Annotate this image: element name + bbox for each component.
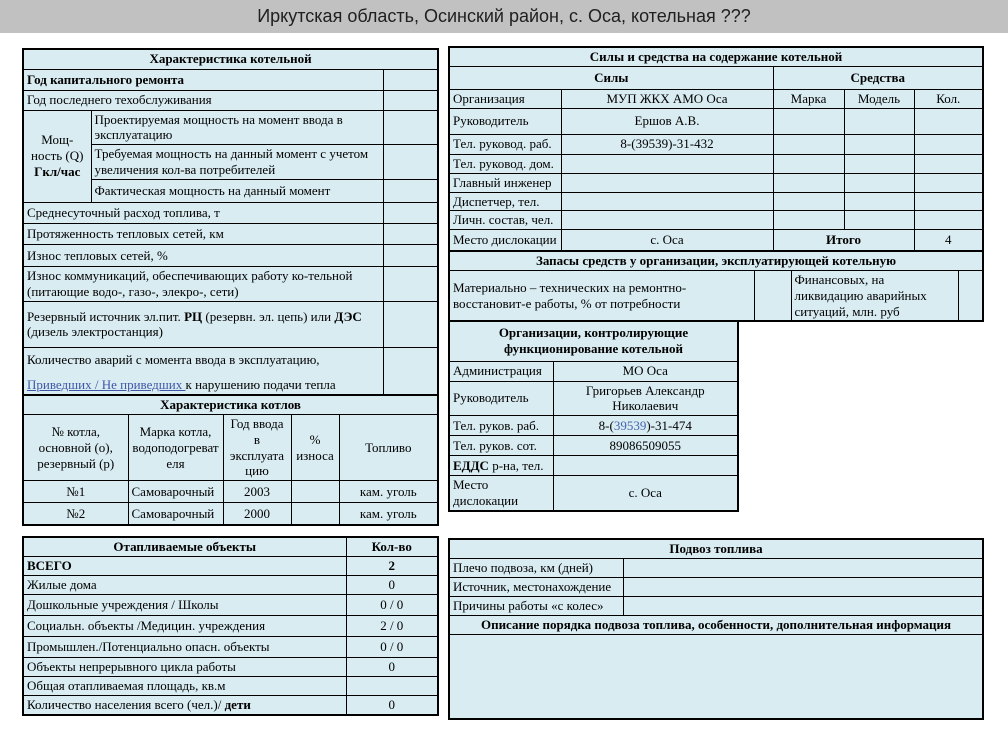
row-value: 8-(39539)-31-432 — [561, 134, 773, 154]
value-cell — [383, 145, 438, 180]
row-value: 2 — [346, 556, 438, 575]
means-cell — [773, 173, 844, 192]
row-label: Тел. руков. сот. — [449, 436, 553, 456]
table-row — [23, 202, 438, 223]
row-value — [346, 676, 438, 695]
row-label: Социальн. объекты /Медицин. учреждения — [23, 615, 346, 636]
row-label — [449, 456, 553, 476]
value-cell — [553, 456, 738, 476]
power-group-label — [23, 110, 91, 202]
accidents-line2 — [27, 377, 380, 393]
table-row — [23, 594, 438, 615]
power-unit: Гкл/час — [34, 164, 81, 180]
row-label: Место дислокации — [449, 476, 553, 511]
table-title: Организации, контролирующие функционирование котельной — [449, 321, 738, 361]
row-value: МУП ЖКХ АМО Оса — [561, 89, 773, 108]
row-value: 89086509055 — [553, 436, 738, 456]
population-label: Количество населения всего (чел.)/ — [27, 696, 225, 712]
means-cell — [914, 154, 983, 173]
table-row — [449, 230, 983, 251]
row-value — [561, 211, 773, 230]
edds-label-rest: р-на, тел. — [488, 457, 544, 473]
table-row — [449, 321, 738, 361]
table-row — [449, 577, 983, 596]
count-header: Кол-во — [346, 537, 438, 556]
table-row — [23, 414, 438, 480]
material-supplies-label: Материально – технических на ремонтно-восстановит-е работы, % от потребности — [449, 270, 754, 321]
column-header: Марка — [773, 89, 844, 108]
table-row — [23, 69, 438, 90]
row-label: Промышлен./Потенциально опасн. объекты — [23, 636, 346, 657]
page-title: Иркутская область, Осинский район, с. Оса, котельная ??? — [257, 6, 751, 26]
column-header: Кол. — [914, 89, 983, 108]
value-cell — [383, 69, 438, 90]
row-label — [23, 347, 383, 397]
means-cell — [844, 173, 914, 192]
table-row — [449, 539, 983, 558]
reserve-des: ДЭС — [334, 308, 362, 324]
table-row — [23, 90, 438, 110]
column-header: Марка котла, водоподогревателя — [128, 414, 223, 480]
row-value — [561, 192, 773, 211]
row-value: 0 — [346, 657, 438, 676]
table-row — [23, 636, 438, 657]
row-value — [561, 173, 773, 192]
financial-supplies-label: Финансовых, на ликвидацию аварийных ситуаций, млн. руб — [791, 270, 958, 321]
value-cell — [383, 266, 438, 301]
boiler-wear — [291, 481, 339, 503]
table-row — [23, 266, 438, 301]
boiler-fuel: кам. уголь — [339, 503, 438, 525]
heated-objects-table — [22, 536, 439, 716]
means-subheader: Средства — [773, 66, 983, 89]
table-row — [23, 347, 438, 397]
row-label: Год последнего техобслуживания — [23, 90, 383, 110]
row-value: с. Оса — [553, 476, 738, 511]
reserve-text: (резервн. эл. цепь) или — [202, 308, 335, 324]
row-label — [23, 695, 346, 715]
table-row — [449, 66, 983, 89]
phone-work-value — [553, 416, 738, 436]
table-row — [23, 537, 438, 556]
row-label: Износ коммуникаций, обеспечивающих работу ко-тельной (питающие водо-, газо-, элекро-, сети) — [23, 266, 383, 301]
table-row — [449, 89, 983, 108]
table-row — [23, 244, 438, 266]
means-cell — [773, 192, 844, 211]
value-cell — [383, 179, 438, 202]
row-label: Администрация — [449, 361, 553, 381]
column-header: Топливо — [339, 414, 438, 480]
row-label: Плечо подвоза, км (дней) — [449, 558, 623, 577]
value-cell — [623, 577, 983, 596]
accidents-line1: Количество аварий с момента ввода в эксплуатацию, — [27, 351, 320, 367]
value-cell — [754, 270, 791, 321]
table-row — [23, 615, 438, 636]
table-row — [23, 395, 438, 414]
table-title: Характеристика котлов — [23, 395, 438, 414]
row-label: Проектируемая мощность на момент ввода в эксплуатацию — [91, 110, 383, 145]
table-row — [449, 108, 983, 134]
row-label: ВСЕГО — [23, 556, 346, 575]
population-label-children: дети — [224, 696, 251, 712]
table-row — [23, 695, 438, 715]
boiler-year: 2003 — [223, 481, 291, 503]
means-cell — [844, 211, 914, 230]
row-label: Фактическая мощность на данный момент — [91, 179, 383, 202]
row-label: Диспетчер, тел. — [449, 192, 561, 211]
accidents-tail: к нарушению подачи тепла — [185, 376, 336, 392]
row-value: 2 / 0 — [346, 615, 438, 636]
value-cell — [958, 270, 983, 321]
row-label: Жилые дома — [23, 575, 346, 594]
row-label — [23, 301, 383, 347]
row-label: Место дислокации — [449, 230, 561, 251]
row-label: Главный инженер — [449, 173, 561, 192]
table-row — [449, 634, 983, 719]
table-row — [449, 192, 983, 211]
value-cell — [623, 558, 983, 577]
row-label: Руководитель — [449, 381, 553, 416]
row-value: 0 / 0 — [346, 636, 438, 657]
table-row — [23, 503, 438, 525]
table-row — [23, 110, 438, 145]
row-label: Тел. руковод. дом. — [449, 154, 561, 173]
fuel-delivery-table — [448, 538, 984, 720]
reserve-rc: РЦ — [184, 308, 203, 324]
table-row — [449, 251, 983, 270]
boiler-wear — [291, 503, 339, 525]
table-title: Силы и средства на содержание котельной — [449, 47, 983, 66]
total-label: Итого — [773, 230, 914, 251]
power-label: Мощ-ность (Q) — [31, 132, 84, 164]
table-row — [449, 596, 983, 615]
table-row — [449, 558, 983, 577]
means-cell — [773, 211, 844, 230]
forces-subheader: Силы — [449, 66, 773, 89]
table-row — [449, 270, 983, 321]
table-row — [23, 49, 438, 69]
title-bar — [0, 0, 1008, 33]
row-value — [561, 154, 773, 173]
value-cell — [383, 90, 438, 110]
row-label: Личн. состав, чел. — [449, 211, 561, 230]
row-value: МО Оса — [553, 361, 738, 381]
value-cell — [623, 596, 983, 615]
means-cell — [914, 134, 983, 154]
phone-part: )-31-474 — [646, 417, 692, 433]
table-row — [449, 381, 738, 416]
row-label: Год капитального ремонта — [23, 69, 383, 90]
accidents-link[interactable]: Приведших / Не приведших — [27, 376, 186, 392]
table-row — [23, 575, 438, 594]
edds-label: ЕДДС — [453, 457, 489, 473]
table-row — [449, 173, 983, 192]
table-row — [23, 676, 438, 695]
table-row — [449, 47, 983, 66]
table-row — [449, 154, 983, 173]
row-label: Организация — [449, 89, 561, 108]
means-cell — [844, 134, 914, 154]
phone-part: 8-( — [598, 417, 614, 433]
means-cell — [773, 134, 844, 154]
means-cell — [844, 192, 914, 211]
boiler-brand: Самоварочный — [128, 481, 223, 503]
table-row — [449, 416, 738, 436]
description-empty-cell — [449, 634, 983, 719]
row-label: Требуемая мощность на данный момент с учетом увеличения кол-ва потребителей — [91, 145, 383, 180]
table-title: Характеристика котельной — [23, 49, 438, 69]
row-label: Тел. руков. раб. — [449, 416, 553, 436]
value-cell — [383, 301, 438, 347]
table-row — [449, 436, 738, 456]
value-cell — [383, 223, 438, 244]
row-value: 0 — [346, 695, 438, 715]
table-row — [449, 361, 738, 381]
row-value: Ершов А.В. — [561, 108, 773, 134]
table-title: Запасы средств у организации, эксплуатирующей котельную — [449, 251, 983, 270]
means-cell — [914, 211, 983, 230]
table-row — [449, 476, 738, 511]
phone-code: 39539 — [613, 417, 647, 433]
row-label: Общая отапливаемая площадь, кв.м — [23, 676, 346, 695]
row-value: с. Оса — [561, 230, 773, 251]
table-row — [23, 301, 438, 347]
controlling-orgs-table — [448, 320, 739, 512]
means-cell — [844, 108, 914, 134]
table-row — [23, 657, 438, 676]
table-row — [23, 223, 438, 244]
means-cell — [914, 192, 983, 211]
table-row — [449, 456, 738, 476]
row-value: 0 — [346, 575, 438, 594]
row-label: Руководитель — [449, 108, 561, 134]
row-label: Протяженность тепловых сетей, км — [23, 223, 383, 244]
row-label: Дошкольные учреждения / Школы — [23, 594, 346, 615]
table-title: Отапливаемые объекты — [23, 537, 346, 556]
total-value: 4 — [914, 230, 983, 251]
value-cell — [383, 347, 438, 397]
value-cell — [383, 244, 438, 266]
means-cell — [773, 108, 844, 134]
reserve-text: (дизель электростанция) — [27, 324, 163, 340]
row-label: Объекты непрерывного цикла работы — [23, 657, 346, 676]
table-row — [23, 556, 438, 575]
reserve-text: Резервный источник эл.пит. — [27, 308, 185, 324]
row-label: Тел. руковод. раб. — [449, 134, 561, 154]
table-row — [449, 211, 983, 230]
table-row — [23, 481, 438, 503]
means-cell — [773, 154, 844, 173]
means-cell — [914, 173, 983, 192]
boiler-year: 2000 — [223, 503, 291, 525]
forces-means-table — [448, 46, 984, 252]
table-row — [449, 615, 983, 634]
row-value: 0 / 0 — [346, 594, 438, 615]
means-cell — [844, 154, 914, 173]
column-header: % износа — [291, 414, 339, 480]
value-cell — [383, 110, 438, 145]
column-header: № котла, основной (о), резервный (р) — [23, 414, 128, 480]
column-header: Год ввода в эксплуатацию — [223, 414, 291, 480]
means-cell — [914, 108, 983, 134]
boiler-number: №2 — [23, 503, 128, 525]
description-header: Описание порядка подвоза топлива, особенности, дополнительная информация — [449, 615, 983, 634]
column-header: Модель — [844, 89, 914, 108]
row-label: Источник, местонахождение — [449, 577, 623, 596]
row-value: Григорьев Александр Николаевич — [553, 381, 738, 416]
boilers-table — [22, 394, 439, 526]
boiler-fuel: кам. уголь — [339, 481, 438, 503]
row-label: Среднесуточный расход топлива, т — [23, 202, 383, 223]
boiler-brand: Самоварочный — [128, 503, 223, 525]
boiler-characteristics-table — [22, 48, 439, 398]
supplies-table — [448, 250, 984, 322]
row-label: Износ тепловых сетей, % — [23, 244, 383, 266]
value-cell — [383, 202, 438, 223]
table-row — [449, 134, 983, 154]
boiler-number: №1 — [23, 481, 128, 503]
table-title: Подвоз топлива — [449, 539, 983, 558]
row-label: Причины работы «с колес» — [449, 596, 623, 615]
